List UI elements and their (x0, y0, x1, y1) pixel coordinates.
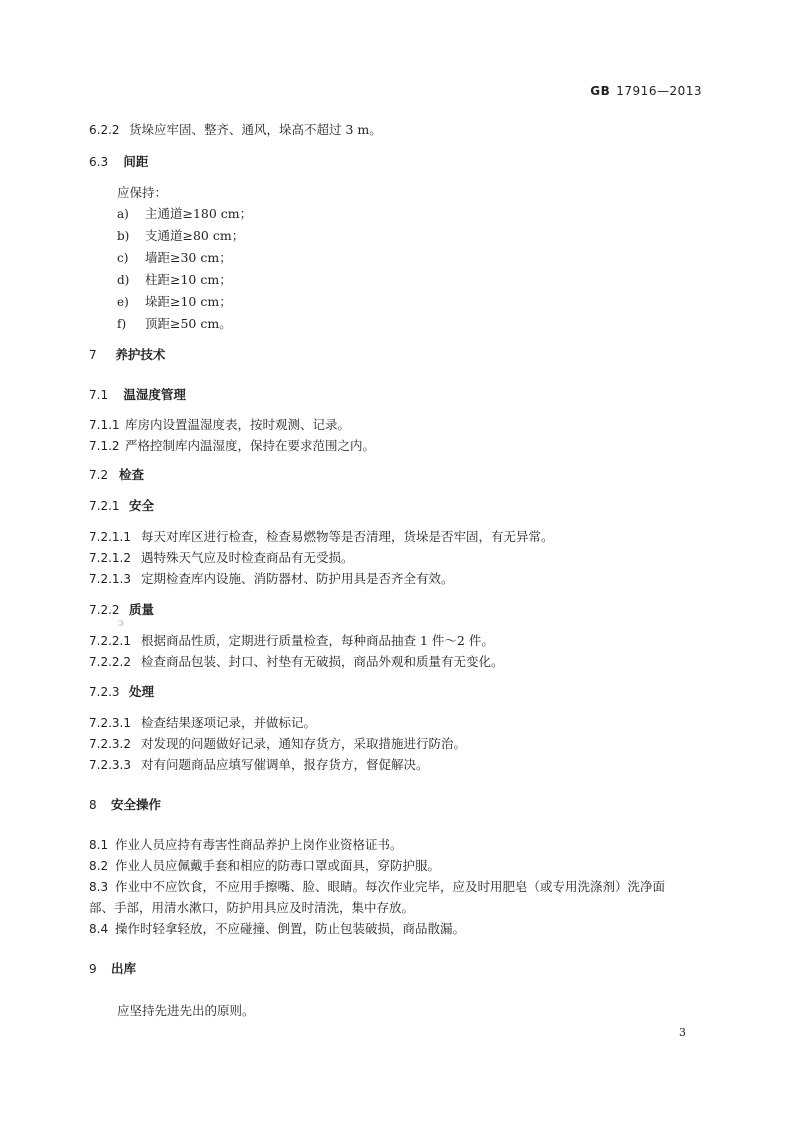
list-item: c) 墙距≥30 cm； (117, 250, 232, 265)
heading-7-2-2: 7.2.2 质量 (89, 602, 155, 617)
clause-7-2-1-2: 7.2.1.2 遇特殊天气应及时检查商品有无受损。 (89, 550, 354, 565)
heading-title: 养护技术 (115, 347, 166, 362)
list-item: a) 主通道≥180 cm； (117, 206, 253, 221)
clause-7-2-1-3: 7.2.1.3 定期检查库内设施、消防器材、防护用具是否齐全有效。 (89, 571, 454, 586)
watermark-mark: ɔ (118, 616, 125, 629)
clause-8-1: 8.1 作业人员应持有毒害性商品养护上岗作业资格证书。 (89, 837, 403, 852)
heading-number: 6.3 (89, 155, 109, 169)
heading-6-3 (89, 151, 709, 173)
clause-8-2: 8.2 作业人员应佩戴手套和相应的防毒口罩或面具，穿防护服。 (89, 858, 441, 873)
clause-number: 6.2.2 (89, 123, 120, 137)
clause-7-1-2: 7.1.2 严格控制库内温湿度，保持在要求范围之内。 (89, 438, 376, 453)
heading-7-2: 7.2 检查 (89, 467, 145, 482)
list-item: b) 支通道≥80 cm； (117, 228, 245, 243)
clause-intro: 应保持： (117, 185, 168, 200)
clause-9-text: 应坚持先进先出的原则。 (117, 1003, 255, 1018)
heading-title: 温湿度管理 (123, 387, 186, 402)
clause-8-4: 8.4 操作时轻拿轻放，不应碰撞、倒置，防止包装破损，商品散漏。 (89, 921, 466, 936)
standard-code-header (590, 84, 702, 98)
clause-6-2-2 (89, 119, 709, 141)
page-number: 3 (679, 1026, 686, 1039)
clause-7-2-1-1: 7.2.1.1 每天对库区进行检查，检查易燃物等是否清理，货垛是否牢固，有无异常。 (89, 529, 554, 544)
clause-7-2-3-2: 7.2.3.2 对发现的问题做好记录，通知存货方，采取措施进行防治。 (89, 736, 467, 751)
clause-8-3: 8.3 作业中不应饮食，不应用手擦嘴、脸、眼睛。每次作业完毕，应及时用肥皂（或专用洗涤剂）洗净面 (89, 879, 666, 894)
clause-7-2-2-1: 7.2.2.1 根据商品性质，定期进行质量检查，每种商品抽查 1 件～2 件。 (89, 633, 494, 648)
list-item: f) 顶距≥50 cm。 (117, 316, 232, 331)
spacing-list (89, 203, 709, 335)
heading-7 (89, 344, 709, 366)
list-item: d) 柱距≥10 cm； (117, 272, 232, 287)
clause-7-1-1: 7.1.1 库房内设置温湿度表，按时观测、记录。 (89, 417, 351, 432)
clause-text: 货垛应牢固、整齐、通风，垛高不超过 3 m。 (128, 122, 382, 137)
standard-code: 17916—2013 (616, 84, 702, 98)
heading-number: 7 (89, 348, 97, 362)
heading-9: 9 出库 (89, 961, 137, 976)
heading-7-2-1: 7.2.1 安全 (89, 498, 155, 513)
heading-number: 7.1 (89, 388, 109, 402)
heading-title: 间距 (123, 154, 149, 169)
clause-7-2-3-1: 7.2.3.1 检查结果逐项记录，并做标记。 (89, 715, 317, 730)
standard-prefix: GB (590, 84, 611, 98)
heading-8: 8 安全操作 (89, 797, 162, 812)
clause-7-2-3-3: 7.2.3.3 对有问题商品应填写催调单，报存货方，督促解决。 (89, 757, 429, 772)
heading-7-1 (89, 384, 709, 406)
heading-7-2-3: 7.2.3 处理 (89, 684, 155, 699)
clause-7-2-2-2: 7.2.2.2 检查商品包装、封口、衬垫有无破损，商品外观和质量有无变化。 (89, 654, 504, 669)
clause-8-3-continued: 部、手部，用清水漱口，防护用具应及时清洗，集中存放。 (89, 900, 415, 915)
list-item: e) 垛距≥10 cm； (117, 294, 232, 309)
